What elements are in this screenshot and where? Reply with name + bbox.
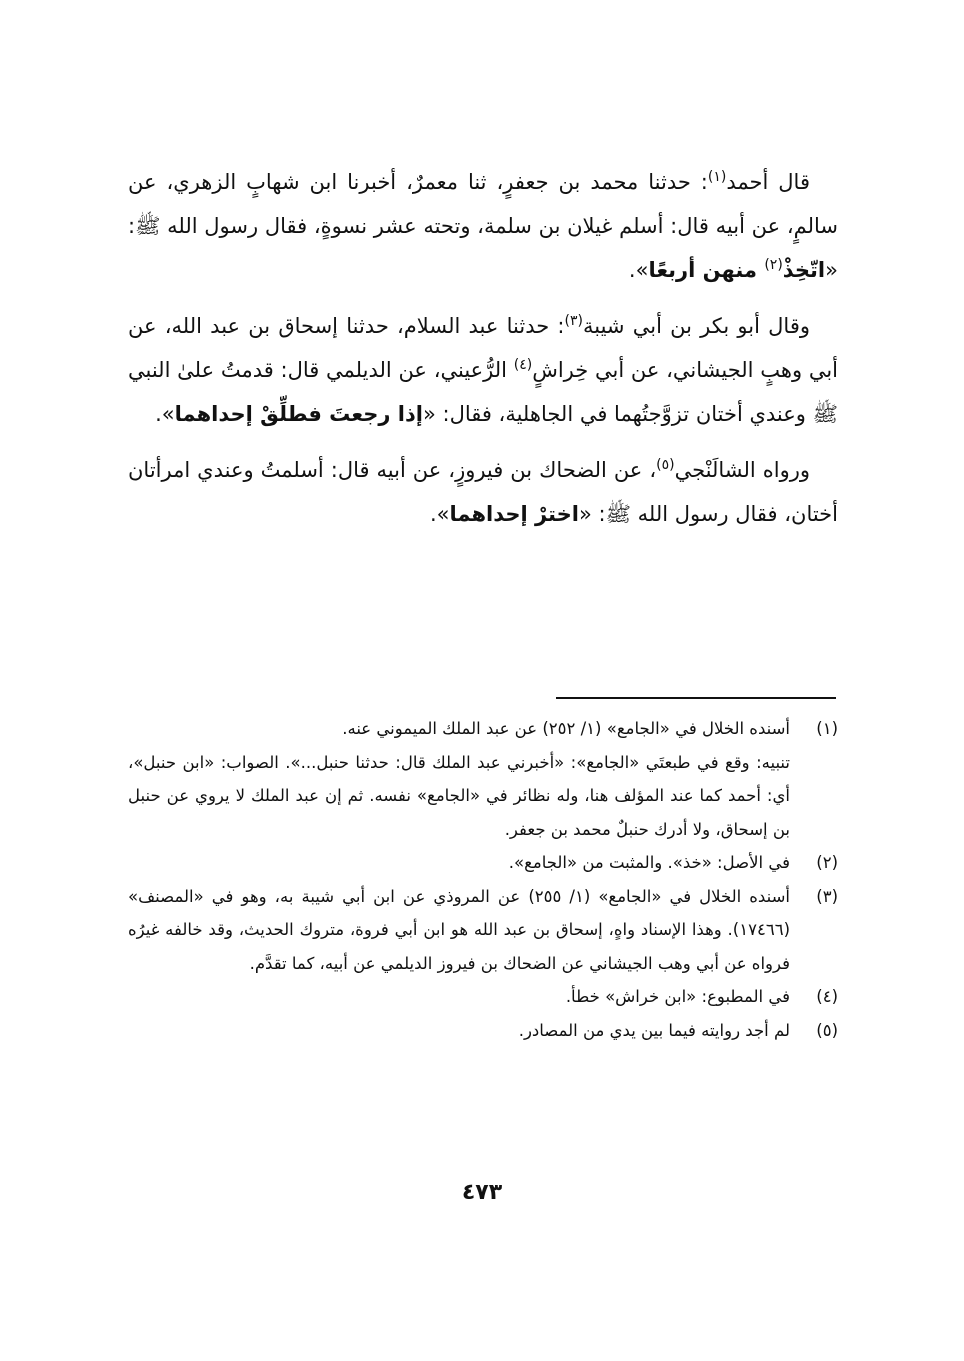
footnote-body bbox=[128, 980, 790, 1014]
footnote-body bbox=[128, 712, 790, 846]
footnote-ref-5[interactable]: (٥) bbox=[656, 457, 675, 473]
paragraph-1-lead bbox=[708, 170, 838, 194]
footnote-line: في المطبوع: «ابن خراش» خطأ. bbox=[565, 987, 790, 1006]
footnote-number: (٢) bbox=[816, 853, 838, 872]
footnote-line: لم أجد روايته فيما بين يدي من المصادر. bbox=[518, 1020, 790, 1040]
footnote-divider bbox=[556, 697, 836, 699]
paragraph-3-lead bbox=[656, 458, 838, 482]
footnote-ref-4[interactable]: (٤) bbox=[513, 357, 533, 373]
footnote-body bbox=[128, 880, 790, 981]
paragraph-2-text-c: الرُّعيني، عن الديلمي قال: قدمتُ علىٰ النبي ﷺ وعندي أختان تزوَّجتُهما في الجاهلية، فقال: « bbox=[128, 358, 838, 426]
footnotes bbox=[128, 712, 838, 1047]
footnote-1 bbox=[128, 712, 838, 846]
footnote-number: (١) bbox=[816, 719, 838, 738]
footnote-number: (٥) bbox=[816, 1020, 838, 1040]
footnote-line: أسنده الخلال في «الجامع» (١/ ٢٥٥) عن المروذي عن ابن أبي شيبة به، وهو في «المصنف» (١٧٤٦٦). وهذا الإسناد واهٍ، إسحاق بن عبد الله هو ابن أبي فروة، متروك الحديث، وقد خالفه غيرُه فرواه عن أبي وهب الجيشاني عن الضحاك بن فيروز الديلمي عن أبيه، كما تقدَّم. bbox=[128, 886, 790, 973]
paragraph-2-text-d: ». bbox=[155, 402, 175, 426]
paragraph-2-lead bbox=[565, 314, 839, 338]
paragraph-3-text-b: ، عن الضحاك بن فيروزٍ، عن أبيه قال: أسلمتُ وعندي امرأتان أختان، فقال رسول الله ﷺ: « bbox=[128, 458, 838, 526]
paragraph-2 bbox=[128, 304, 838, 436]
footnote-4 bbox=[128, 980, 838, 1014]
footnote-3 bbox=[128, 880, 838, 981]
paragraph-2-text-b: : حدثنا عبد السلام، حدثنا إسحاق بن عبد الله، عن أبي وهبٍ الجيشاني، عن أبي خِراشٍ bbox=[128, 314, 838, 382]
footnote-number: (٤) bbox=[816, 987, 838, 1006]
paragraph-1-quote-a: اتّخِذْ bbox=[782, 258, 826, 282]
footnote-body bbox=[128, 1014, 790, 1048]
footnote-2 bbox=[128, 846, 838, 880]
footnote-line: أسنده الخلال في «الجامع» (١/ ٢٥٢) عن عبد الملك الميموني عنه. bbox=[342, 719, 790, 738]
paragraph-1-text-b: : حدثنا محمد بن جعفرٍ، ثنا معمرٌ، أخبرنا ابن شهابٍ الزهري، عن سالمٍ، عن أبيه قال: أسلم غيلان بن سلمة، وتحته عشر نسوةٍ، فقال رسول الله ﷺ: « bbox=[128, 170, 838, 282]
paragraph-1-text-c: ». bbox=[628, 258, 649, 282]
footnote-number: (٣) bbox=[816, 886, 838, 906]
footnote-line: في الأصل: «خذ». والمثبت من «الجامع». bbox=[508, 853, 790, 872]
paragraph-2-quote: إذا رجعتَ فطلِّقْ إحداهما bbox=[174, 402, 423, 426]
paragraph-1 bbox=[128, 160, 838, 292]
footnote-ref-3[interactable]: (٣) bbox=[564, 313, 583, 329]
paragraph-3-text-a: ورواه الشالَنْجي bbox=[674, 458, 810, 482]
footnote-line: تنبيه: وقع في طبعتَي «الجامع»: «أخبرني عبد الملك قال: حدثنا حنبل...». الصواب: «ابن حنبل»، أي: أحمد كما عند المؤلف هنا، وله نظائر في «الجامع» نفسه. ثم إن عبد الملك لا يروي عن حنبل بن إسحاق، ولا أدرك حنبلٌ محمد بن جعفر. bbox=[128, 752, 790, 839]
paragraph-2-text-a: وقال أبو بكر بن أبي شيبة bbox=[582, 314, 811, 338]
footnote-body bbox=[128, 846, 790, 880]
footnote-ref-2[interactable]: (٢) bbox=[764, 257, 783, 273]
footnote-5 bbox=[128, 1014, 838, 1048]
page-number: ٤٧٣ bbox=[461, 1180, 503, 1205]
paragraph-1-quote-b: منهن أربعًا bbox=[648, 258, 765, 282]
main-text bbox=[128, 160, 838, 548]
footnote-ref-1[interactable]: (١) bbox=[707, 169, 727, 185]
paragraph-1-text-a: قال أحمد bbox=[726, 170, 810, 194]
paragraph-3-quote: اخترْ إحداهما bbox=[449, 502, 579, 526]
paragraph-3 bbox=[128, 448, 838, 536]
paragraph-3-text-c: ». bbox=[429, 502, 450, 526]
